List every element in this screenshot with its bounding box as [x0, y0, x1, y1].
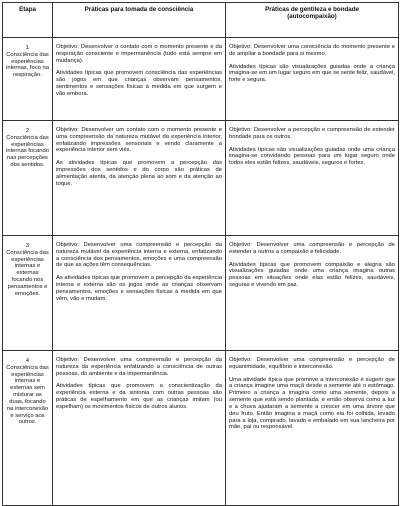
kindness-activities: Atividades típicas são visualizações guiadas onde uma criança imagina-se convidando pessoas para um lugar seguro onde todos eles estão felizes, saudáveis, seguros e fortes. [229, 146, 395, 167]
header-kindness-line2: (autocompaixão) [287, 13, 337, 21]
header-kindness-line1: Práticas de gentileza e bondade [265, 6, 359, 13]
awareness-objective: Objetivo: Desenvolver um contato com o momento presente e uma compreensão da natureza mutável da experiência interior, enfatizando impressões sensoriais e vendo claramente a experiência interior sem viés. [56, 127, 222, 154]
awareness-activities: As atividades típicas que promovem a percepção da experiência interna e externa são os jogos onde as crianças observam pensamentos, emoções e sensações físicas à medida em que vêm, vão e mudam. [56, 275, 222, 302]
stage-cell [3, 121, 53, 236]
kindness-objective: Objetivo: Desenvolver uma consciência do momento presente e de ampliar a bondade para si mesmo. [229, 44, 395, 57]
kindness-objective: Objetivo: Desenvolver uma compreensão e percepção de estender a outros a compaixão e felicidade. [229, 242, 395, 255]
awareness-activities: Atividades típicas que promovem a conscientização da experiência externa e da sintonia com outras pessoas são práticas de espelhamento em que as crianças imitam (ou espelham) os movimentos físicos de outros alunos. [56, 383, 222, 410]
practices-table [2, 2, 399, 506]
stage-number: 2 [25, 128, 30, 134]
awareness-objective: Objetivo: Desenvolver uma compreensão e percepção da natureza da experiência enfatizando a consciência de outras pessoas, do ambiente e da impermanência. [56, 357, 222, 377]
kindness-activities: Atividades típicas são visualizações guiadas onde a criança imagina-se em um lugar seguro em que se sente feliz, saudável, forte e segura. [229, 63, 395, 84]
kindness-activities: Atividades típicas que promovem compaixão e alegria são visualizações guiadas onde uma criança imagina outras pessoas em situações onde elas estão felizes, saudáveis, seguras e vivendo em paz. [229, 261, 395, 289]
awareness-cell [53, 351, 226, 506]
table-row [3, 351, 399, 506]
kindness-objective: Objetivo: Desenvolver a percepção e compreensão de estender bondade para os outros. [229, 127, 395, 140]
stage-label: Consciência das experiências internas e externas sem misturar as duas, focando na interconexão e serviço aos outros. [6, 364, 49, 426]
awareness-objective: Objetivo: Desenvolver o contato com o momento presente e da respiração consciente e impermanência (tudo está sempre em mudança). [56, 44, 222, 64]
kindness-objective: Objetivo: Desenvolver uma compreensão e percepção de equanimidade, equilíbrio e interconexão. [229, 357, 395, 370]
stage-label: Consciência das experiências internas e externas focando nos pensamentos e emoções. [6, 249, 49, 297]
stage-label: Consciência das experiências internas focando nas percepções dos sentidos. [6, 134, 49, 169]
stage-cell [3, 236, 53, 351]
awareness-cell [53, 236, 226, 351]
header-kindness [226, 3, 399, 38]
awareness-activities: Atividades típicas que promovem consciência das experiências são jogos em que crianças observam pensamentos, sentimentos e sensações físicas à medida em que surgem e vão embora. [56, 70, 222, 97]
header-row [3, 3, 399, 38]
header-stage: Etapa [3, 3, 53, 38]
awareness-objective: Objetivo: Desenvolver uma compreensão e percepção da natureza mutável da experiência interna e externa, enfatizando a consciência dos pensamentos, emoções e uma compreensão de que as ações têm consequências. [56, 242, 222, 269]
stage-cell [3, 38, 53, 121]
kindness-cell [226, 121, 399, 236]
awareness-cell [53, 38, 226, 121]
stage-number: 4 [25, 358, 30, 364]
stage-cell [3, 351, 53, 506]
awareness-activities: As atividades típicas que promovem a percepção das impressões dos sentidos e do corpo são práticas de alimentação atenta, da atenção plena ao som e da atenção ao toque. [56, 160, 222, 187]
table-row [3, 121, 399, 236]
awareness-cell [53, 121, 226, 236]
table-row [3, 236, 399, 351]
kindness-cell [226, 236, 399, 351]
table-row [3, 38, 399, 121]
kindness-cell [226, 38, 399, 121]
stage-label: Consciência das experiências internas, foco na respiração. [6, 51, 49, 79]
stage-number: 3 [25, 243, 30, 249]
stage-number: 1 [25, 45, 30, 51]
header-awareness: Práticas para tomada de consciência [53, 3, 226, 38]
kindness-cell [226, 351, 399, 506]
kindness-activities: Uma atividade típica que promove a interconexão é sugerir que a criança imagine uma maçã desde a semente até o estômago. Primeiro a criança a imagina como uma semente, depois a semente que está sendo plantada, e então observa como a luz e a chuva ajudaram a semente a crescer em uma árvore que deu fruto. Então imagina a maçã como ela foi colhida, levado para a loja, comprado, lavado e embalado em sua lancheira por mãe, pai ou responsável. [229, 376, 395, 431]
